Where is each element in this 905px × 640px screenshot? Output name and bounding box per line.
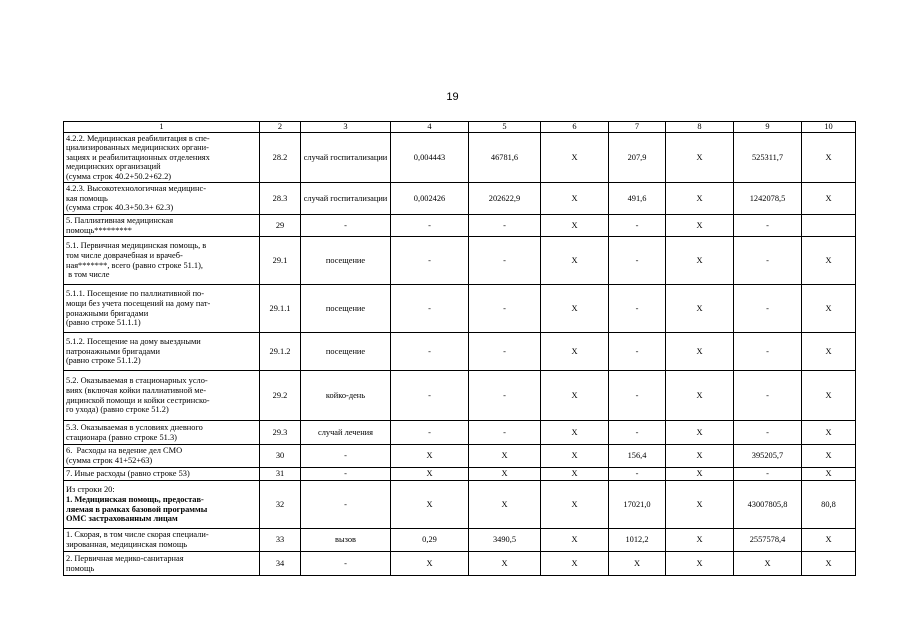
table-cell: X xyxy=(469,552,541,576)
row-description xyxy=(64,371,260,421)
table-cell: - xyxy=(609,237,666,285)
table-cell: - xyxy=(391,215,469,237)
row-description xyxy=(64,237,260,285)
description-line: том числе доврачебная и врачеб- xyxy=(66,250,183,260)
description-line: мощи без учета посещений на дому пат- xyxy=(66,298,211,308)
table-cell: X xyxy=(541,481,609,529)
header-cell: 10 xyxy=(802,122,856,133)
table-cell: - xyxy=(734,421,802,445)
table-cell: - xyxy=(301,445,391,468)
table-cell: X xyxy=(541,215,609,237)
table-cell: случай госпитализации xyxy=(301,183,391,215)
table-cell: X xyxy=(802,237,856,285)
table-cell: 156,4 xyxy=(609,445,666,468)
table-cell: X xyxy=(802,529,856,552)
table-cell: X xyxy=(802,552,856,576)
table-cell: X xyxy=(541,371,609,421)
table-cell: - xyxy=(734,333,802,371)
description-line: 5.1.2. Посещение на дому выездными xyxy=(66,337,201,347)
table-row xyxy=(64,481,856,529)
description-line: (равно строке 51.1.1) xyxy=(66,318,141,328)
table-cell: 0,002426 xyxy=(391,183,469,215)
description-line: зациях и реабилитационных отделениях xyxy=(66,152,210,162)
table-cell: X xyxy=(469,445,541,468)
table-cell: 33 xyxy=(260,529,301,552)
table-cell: 395205,7 xyxy=(734,445,802,468)
table-cell: X xyxy=(802,468,856,481)
table-cell: X xyxy=(802,285,856,333)
table-row xyxy=(64,371,856,421)
description-line-bold: ляемая в рамках базовой программы xyxy=(66,504,208,514)
table-row xyxy=(64,468,856,481)
table-cell: X xyxy=(802,133,856,183)
table-cell: - xyxy=(609,215,666,237)
table-cell: X xyxy=(469,481,541,529)
table-cell: X xyxy=(666,285,734,333)
description-line: 5.2. Оказываемая в стационарных усло- xyxy=(66,376,208,386)
header-cell: 1 xyxy=(64,122,260,133)
table-cell: - xyxy=(301,552,391,576)
description-line-bold: ОМС застрахованным лицам xyxy=(66,514,178,524)
table-cell: - xyxy=(391,371,469,421)
table-cell: 46781,6 xyxy=(469,133,541,183)
table-cell: посещение xyxy=(301,333,391,371)
description-line: дицинской помощи и койки сестринско- xyxy=(66,395,210,405)
description-line-bold: 1. Медицинская помощь, предостав- xyxy=(66,494,204,504)
row-description xyxy=(64,421,260,445)
table-cell: посещение xyxy=(301,237,391,285)
table-cell: 29.2 xyxy=(260,371,301,421)
table-cell: случай госпитализации xyxy=(301,133,391,183)
table-cell: - xyxy=(391,285,469,333)
table-cell: X xyxy=(666,421,734,445)
description-line: циализированных медицинских органи- xyxy=(66,143,209,153)
row-description xyxy=(64,215,260,237)
description-line: Из строки 20: xyxy=(66,485,115,495)
row-description xyxy=(64,552,260,576)
table-row xyxy=(64,285,856,333)
description-line: ронажными бригадами xyxy=(66,308,149,318)
description-line: 4.2.3. Высокотехнологичная медицинс- xyxy=(66,184,207,194)
table-cell: X xyxy=(802,183,856,215)
table-cell: - xyxy=(469,285,541,333)
row-description xyxy=(64,445,260,468)
table-cell: посещение xyxy=(301,285,391,333)
table-cell: 28.3 xyxy=(260,183,301,215)
table-cell: 1242078,5 xyxy=(734,183,802,215)
header-cell: 8 xyxy=(666,122,734,133)
table-cell: X xyxy=(541,285,609,333)
table-body xyxy=(64,122,856,576)
page-number: 19 xyxy=(446,91,459,103)
table-row xyxy=(64,133,856,183)
header-cell: 4 xyxy=(391,122,469,133)
table-cell: X xyxy=(391,552,469,576)
description-line: патронажными бригадами xyxy=(66,346,160,356)
table-cell: 3490,5 xyxy=(469,529,541,552)
row-description xyxy=(64,529,260,552)
header-cell: 5 xyxy=(469,122,541,133)
description-line: 5. Паллиативная медицинская xyxy=(66,215,174,225)
description-line: 4.2.2. Медицинская реабилитация в спе- xyxy=(66,133,210,143)
table-cell: 80,8 xyxy=(802,481,856,529)
description-line: 1. Скорая, в том числе скорая специали- xyxy=(66,530,209,540)
table-cell: X xyxy=(541,529,609,552)
table-cell: 29.1 xyxy=(260,237,301,285)
header-cell: 7 xyxy=(609,122,666,133)
description-line: 5.3. Оказываемая в условиях дневного xyxy=(66,422,203,432)
description-line: (сумма строк 40.2+50.2+62.2) xyxy=(66,171,172,181)
table-cell: койко-день xyxy=(301,371,391,421)
table-cell: X xyxy=(541,237,609,285)
table-header-row xyxy=(64,122,856,133)
table-cell xyxy=(802,215,856,237)
table-cell: X xyxy=(666,481,734,529)
table-cell: - xyxy=(469,371,541,421)
description-line: (сумма строк 41+52+63) xyxy=(66,456,153,465)
description-line: зированная, медицинская помощь xyxy=(66,540,188,549)
table-cell: X xyxy=(666,552,734,576)
table-cell: X xyxy=(666,333,734,371)
row-description xyxy=(64,183,260,215)
table-cell: X xyxy=(666,133,734,183)
data-table xyxy=(63,121,856,576)
table-cell: X xyxy=(666,215,734,237)
table-cell: - xyxy=(734,237,802,285)
table-cell: - xyxy=(734,285,802,333)
description-line: в том числе xyxy=(66,270,110,280)
table-cell: X xyxy=(541,333,609,371)
table-cell: - xyxy=(469,421,541,445)
table-cell: - xyxy=(469,215,541,237)
header-cell: 3 xyxy=(301,122,391,133)
description-line: 5.1. Первичная медицинская помощь, в xyxy=(66,241,207,251)
table-cell: - xyxy=(301,215,391,237)
table-cell: X xyxy=(541,552,609,576)
table-cell: X xyxy=(391,481,469,529)
table-cell: - xyxy=(609,285,666,333)
table-cell: 17021,0 xyxy=(609,481,666,529)
table-cell: 29.1.2 xyxy=(260,333,301,371)
table-cell: - xyxy=(301,481,391,529)
table-cell: 31 xyxy=(260,468,301,481)
table-cell: - xyxy=(391,237,469,285)
table-cell: X xyxy=(734,552,802,576)
table-cell: 1012,2 xyxy=(609,529,666,552)
table-cell: X xyxy=(391,468,469,481)
description-line: кая помощь xyxy=(66,193,108,203)
table-row xyxy=(64,529,856,552)
table-cell: 28.2 xyxy=(260,133,301,183)
table-row xyxy=(64,445,856,468)
table-cell: 29.1.1 xyxy=(260,285,301,333)
table-cell: X xyxy=(666,237,734,285)
description-line: (равно строке 51.1.2) xyxy=(66,356,141,366)
table-cell: 207,9 xyxy=(609,133,666,183)
header-cell: 9 xyxy=(734,122,802,133)
table-cell: X xyxy=(609,552,666,576)
table-cell: - xyxy=(734,215,802,237)
table-cell: X xyxy=(541,468,609,481)
table-cell: X xyxy=(541,183,609,215)
table-cell: 29 xyxy=(260,215,301,237)
table-cell: 29.3 xyxy=(260,421,301,445)
table-cell: - xyxy=(609,333,666,371)
table-cell: - xyxy=(391,333,469,371)
table-cell: - xyxy=(734,468,802,481)
row-description xyxy=(64,481,260,529)
row-description xyxy=(64,333,260,371)
table-cell: случай лечения xyxy=(301,421,391,445)
description-line: 2. Первичная медико-санитарная xyxy=(66,553,184,563)
description-line: ная*******, всего (равно строке 51.1), xyxy=(66,260,203,270)
table-cell: X xyxy=(666,371,734,421)
table-cell: X xyxy=(802,333,856,371)
table-cell: - xyxy=(609,421,666,445)
description-line: медицинских организаций xyxy=(66,162,161,172)
description-line: стационара (равно строке 51.3) xyxy=(66,432,177,442)
description-line: го ухода) (равно строке 51.2) xyxy=(66,405,169,415)
table-cell: 525311,7 xyxy=(734,133,802,183)
table-cell: X xyxy=(802,421,856,445)
table-cell: - xyxy=(469,237,541,285)
header-cell: 2 xyxy=(260,122,301,133)
table-cell: 43007805,8 xyxy=(734,481,802,529)
description-line: помощь xyxy=(66,563,95,573)
table-cell: - xyxy=(609,468,666,481)
table-cell: - xyxy=(609,371,666,421)
row-description xyxy=(64,468,260,481)
table-cell: X xyxy=(541,133,609,183)
table-cell: 0,29 xyxy=(391,529,469,552)
table-cell: 491,6 xyxy=(609,183,666,215)
table-cell: 34 xyxy=(260,552,301,576)
table-cell: 0,004443 xyxy=(391,133,469,183)
table-row xyxy=(64,215,856,237)
table-cell: X xyxy=(541,421,609,445)
description-line: (сумма строк 40.3+50.3+ 62.3) xyxy=(66,203,174,213)
table-cell: X xyxy=(666,468,734,481)
table-row xyxy=(64,421,856,445)
description-line: 7. Иные расходы (равно строке 53) xyxy=(66,469,190,479)
table-row xyxy=(64,333,856,371)
row-description xyxy=(64,285,260,333)
table-cell: X xyxy=(391,445,469,468)
table-cell: 30 xyxy=(260,445,301,468)
row-description xyxy=(64,133,260,183)
table-cell: - xyxy=(391,421,469,445)
table-cell: X xyxy=(469,468,541,481)
table-cell: X xyxy=(666,183,734,215)
table-cell: 2557578,4 xyxy=(734,529,802,552)
header-cell: 6 xyxy=(541,122,609,133)
table-cell: - xyxy=(734,371,802,421)
table-cell: 32 xyxy=(260,481,301,529)
table-cell: X xyxy=(666,529,734,552)
table-cell: - xyxy=(301,468,391,481)
table-cell: - xyxy=(469,333,541,371)
table-cell: X xyxy=(802,371,856,421)
table-cell: X xyxy=(666,445,734,468)
description-line: виях (включая койки паллиативной ме- xyxy=(66,385,207,395)
description-line: 6. Расходы на ведение дел СМО xyxy=(66,446,183,456)
table-cell: вызов xyxy=(301,529,391,552)
table-cell: X xyxy=(541,445,609,468)
table-cell: X xyxy=(802,445,856,468)
table-cell: 202622,9 xyxy=(469,183,541,215)
description-line: 5.1.1. Посещение по паллиативной по- xyxy=(66,289,205,299)
table-row xyxy=(64,183,856,215)
description-line: помощь********* xyxy=(66,225,132,235)
table-row xyxy=(64,552,856,576)
table-row xyxy=(64,237,856,285)
